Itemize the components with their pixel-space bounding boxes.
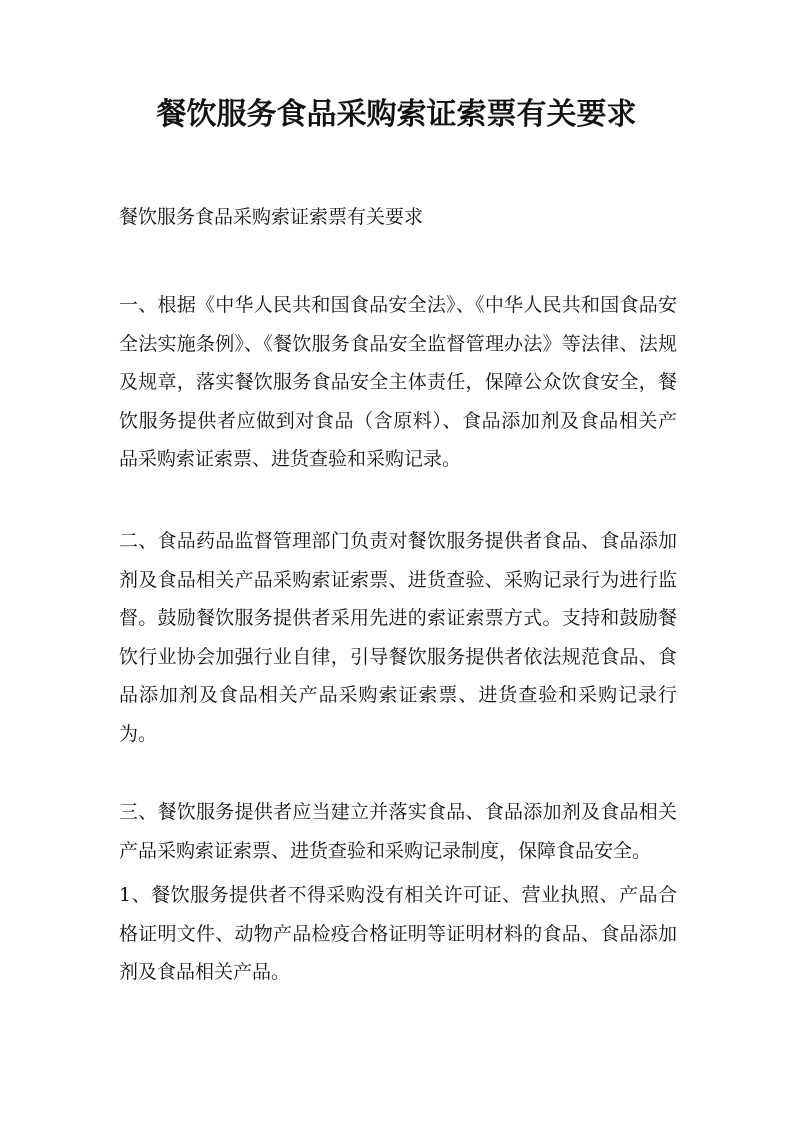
paragraph-section-2: 二、食品药品监督管理部门负责对餐饮服务提供者食品、食品添加剂及食品相关产品采购索证索票、进货查验、采购记录行为进行监督。鼓励餐饮服务提供者采用先进的索证索票方式。支持和鼓励餐饮行业协会加强行业自律，引导餐饮服务提供者依法规范食品、食品添加剂及食品相关产品采购索证索票、进货查验和采购记录行为。 — [119, 530, 677, 745]
paragraph-section-3: 三、餐饮服务提供者应当建立并落实食品、食品添加剂及食品相关产品采购索证索票、进货查验和采购记录制度，保障食品安全。 — [119, 801, 677, 862]
document-subtitle: 餐饮服务食品采购索证索票有关要求 — [119, 206, 424, 228]
document-title: 餐饮服务食品采购索证索票有关要求 — [156, 97, 637, 132]
paragraph-item-1: 1、餐饮服务提供者不得采购没有相关许可证、营业执照、产品合格证明文件、动物产品检疫合格证明等证明材料的食品、食品添加剂及食品相关产品。 — [119, 884, 677, 983]
paragraph-section-1: 一、根据《中华人民共和国食品安全法》、《中华人民共和国食品安全法实施条例》、《餐饮服务食品安全监督管理办法》等法律、法规及规章，落实餐饮服务食品安全主体责任，保障公众饮食安全，餐饮服务提供者应做到对食品（含原料）、食品添加剂及食品相关产品采购索证索票、进货查验和采购记录。 — [119, 294, 677, 470]
